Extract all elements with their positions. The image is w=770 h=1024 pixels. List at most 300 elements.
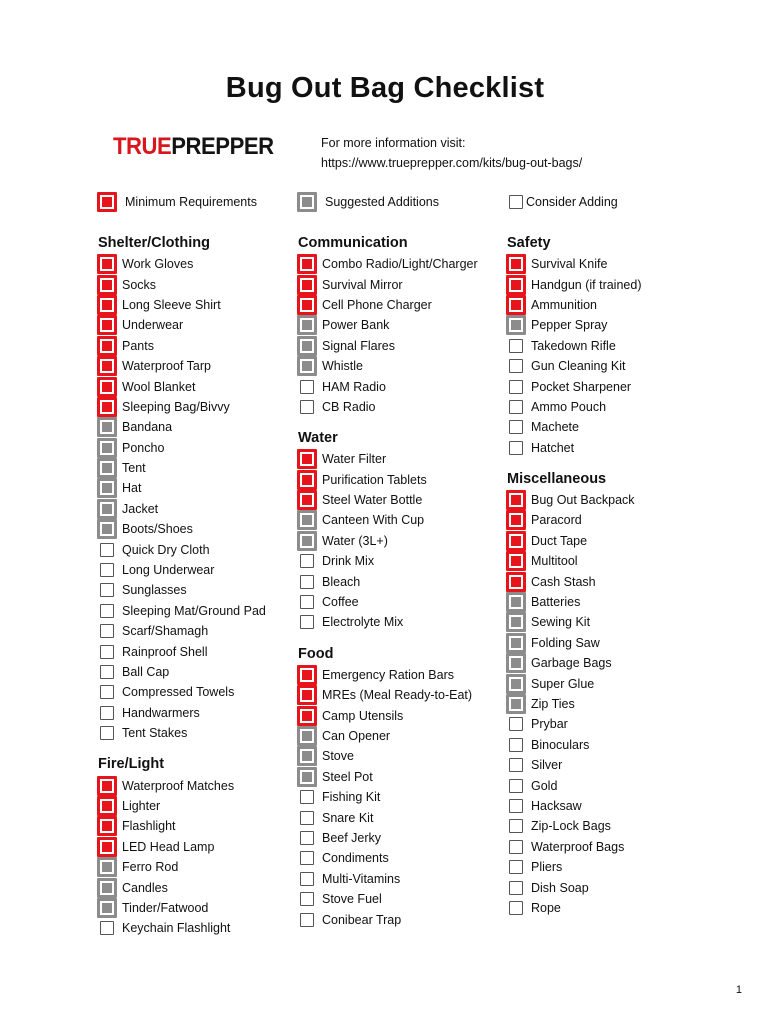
checkbox[interactable]: [509, 758, 523, 772]
legend-consider-adding: [506, 192, 618, 212]
legend-label: Suggested Additions: [325, 195, 439, 209]
checklist-item[interactable]: [506, 531, 726, 551]
checklist-item[interactable]: [506, 857, 726, 877]
checkbox[interactable]: [97, 796, 117, 816]
checklist-item[interactable]: [297, 571, 517, 591]
item-label: Combo Radio/Light/Charger: [322, 257, 478, 272]
item-label: CB Radio: [322, 399, 376, 414]
legend-label: Consider Adding: [526, 195, 618, 209]
checkbox[interactable]: [100, 563, 114, 577]
checkbox[interactable]: [506, 490, 526, 510]
checklist-item[interactable]: [297, 295, 517, 315]
item-label: Candles: [122, 880, 168, 895]
item-label: Rope: [531, 900, 561, 915]
item-label: Hacksaw: [531, 798, 582, 813]
checklist-item[interactable]: [297, 685, 517, 705]
checklist-item[interactable]: [97, 580, 317, 600]
checkbox[interactable]: [100, 583, 114, 597]
item-label: Gold: [531, 778, 558, 793]
checklist-item[interactable]: [297, 848, 517, 868]
section-title: Communication: [298, 235, 408, 251]
checkbox[interactable]: [97, 478, 117, 498]
checkbox[interactable]: [509, 799, 523, 813]
trueprepper-logo: [113, 133, 274, 161]
checkbox[interactable]: [97, 499, 117, 519]
checklist-item[interactable]: [506, 438, 726, 458]
item-label: Stove: [322, 749, 354, 764]
info-block: [321, 133, 582, 173]
checklist-item[interactable]: [506, 837, 726, 857]
checklist-item[interactable]: [97, 837, 317, 857]
checklist-item[interactable]: [297, 746, 517, 766]
checklist-item[interactable]: [506, 592, 726, 612]
item-label: Handgun (if trained): [531, 277, 642, 292]
checkbox[interactable]: [100, 706, 114, 720]
checklist-item[interactable]: [297, 787, 517, 807]
item-label: Long Underwear: [122, 563, 215, 578]
checklist-item[interactable]: [506, 653, 726, 673]
checkbox[interactable]: [506, 694, 526, 714]
checklist-item[interactable]: [506, 417, 726, 437]
checkbox[interactable]: [506, 612, 526, 632]
checkbox[interactable]: [100, 624, 114, 638]
item-label: Compressed Towels: [122, 685, 235, 700]
checkbox[interactable]: [100, 645, 114, 659]
item-label: Lighter: [122, 798, 161, 813]
item-label: Handwarmers: [122, 705, 200, 720]
info-url-link[interactable]: https://www.trueprepper.com/kits/bug-out-bags/: [321, 156, 583, 170]
checklist-item[interactable]: [506, 274, 726, 294]
item-label: Snare Kit: [322, 810, 374, 825]
checklist-item[interactable]: [506, 714, 726, 734]
item-label: Tent Stakes: [122, 726, 188, 741]
item-label: Folding Saw: [531, 635, 600, 650]
checkbox[interactable]: [509, 819, 523, 833]
item-label: Bug Out Backpack: [531, 493, 635, 508]
checkbox[interactable]: [297, 449, 317, 469]
checklist-item[interactable]: [97, 336, 317, 356]
checkbox[interactable]: [97, 254, 117, 274]
checkbox[interactable]: [297, 726, 317, 746]
checkbox[interactable]: [97, 857, 117, 877]
item-label: Sleeping Bag/Bivvy: [122, 399, 230, 414]
checkbox[interactable]: [300, 595, 314, 609]
item-label: Can Opener: [322, 729, 391, 743]
item-label: Tinder/Fatwood: [122, 900, 209, 915]
checklist-item[interactable]: [297, 315, 517, 335]
item-label: Wool Blanket: [122, 379, 196, 394]
checklist-item[interactable]: [297, 767, 517, 787]
legend-suggested-additions: [297, 192, 439, 212]
item-label: Electrolyte Mix: [322, 615, 404, 630]
section-title: Safety: [507, 235, 551, 251]
checkbox[interactable]: [97, 837, 117, 857]
item-label: Bleach: [322, 574, 361, 589]
checklist-item[interactable]: [506, 755, 726, 775]
checkbox[interactable]: [300, 400, 314, 414]
item-label: Purification Tablets: [322, 472, 427, 487]
checkbox[interactable]: [506, 653, 526, 673]
item-label: Super Glue: [531, 676, 595, 691]
item-label: Multitool: [531, 554, 578, 569]
legend-consider-checkbox-icon: [509, 195, 523, 209]
checklist-item[interactable]: [97, 796, 317, 816]
checkbox[interactable]: [100, 921, 114, 935]
checklist-item[interactable]: [506, 633, 726, 653]
item-label: Zip-Lock Bags: [531, 819, 611, 834]
item-label: Waterproof Bags: [531, 839, 625, 854]
checkbox[interactable]: [97, 898, 117, 918]
checkbox[interactable]: [97, 275, 117, 295]
checkbox[interactable]: [97, 315, 117, 335]
item-label: Dish Soap: [531, 880, 589, 895]
checklist-item[interactable]: [97, 254, 317, 274]
checkbox[interactable]: [509, 738, 523, 752]
checklist-item[interactable]: [297, 397, 517, 417]
checkbox[interactable]: [297, 490, 317, 510]
item-label: Paracord: [531, 513, 582, 528]
checkbox[interactable]: [300, 575, 314, 589]
checkbox[interactable]: [506, 674, 526, 694]
checkbox[interactable]: [509, 860, 523, 874]
item-label: Hatchet: [531, 440, 575, 455]
checklist-item[interactable]: [97, 723, 317, 743]
item-label: Drink Mix: [322, 554, 375, 569]
checklist-item[interactable]: [97, 601, 317, 621]
checkbox[interactable]: [97, 336, 117, 356]
checkbox[interactable]: [97, 519, 117, 539]
checklist-item[interactable]: [97, 682, 317, 702]
checklist-item[interactable]: [506, 673, 726, 693]
checkbox[interactable]: [297, 315, 317, 335]
column-middle: [297, 232, 517, 930]
item-label: Sleeping Mat/Ground Pad: [122, 603, 266, 618]
item-label: Sewing Kit: [531, 615, 591, 630]
item-label: Pants: [122, 338, 154, 353]
checklist-item[interactable]: [297, 612, 517, 632]
checklist-item[interactable]: [297, 869, 517, 889]
item-label: Ball Cap: [122, 665, 170, 679]
checkbox[interactable]: [506, 315, 526, 335]
checkbox[interactable]: [506, 295, 526, 315]
checkbox[interactable]: [506, 551, 526, 571]
checkbox[interactable]: [297, 665, 317, 685]
checklist-item[interactable]: [97, 816, 317, 836]
checkbox[interactable]: [297, 767, 317, 787]
logo-part-true: TRUE: [113, 133, 172, 160]
checkbox[interactable]: [509, 339, 523, 353]
checkbox[interactable]: [97, 295, 117, 315]
item-label: Jacket: [122, 501, 159, 516]
checklist-item[interactable]: [506, 356, 726, 376]
checklist-item[interactable]: [506, 336, 726, 356]
checklist-item[interactable]: [97, 877, 317, 897]
item-label: Rainproof Shell: [122, 644, 208, 659]
item-label: Flashlight: [122, 819, 176, 834]
checklist-item[interactable]: [297, 665, 517, 685]
item-label: Cell Phone Charger: [322, 297, 432, 312]
checkbox[interactable]: [297, 470, 317, 490]
checklist-item[interactable]: [297, 274, 517, 294]
checklist-item[interactable]: [97, 641, 317, 661]
item-label: Keychain Flashlight: [122, 921, 231, 936]
checkbox[interactable]: [506, 510, 526, 530]
checkbox[interactable]: [509, 359, 523, 373]
checkbox[interactable]: [97, 776, 117, 796]
checklist-item[interactable]: [97, 857, 317, 877]
checkbox[interactable]: [506, 592, 526, 612]
checkbox[interactable]: [509, 717, 523, 731]
item-label: Tent: [122, 461, 146, 476]
item-label: Prybar: [531, 717, 568, 732]
checklist-item[interactable]: [97, 662, 317, 682]
checkbox[interactable]: [97, 417, 117, 437]
item-label: Steel Water Bottle: [322, 493, 423, 508]
checkbox[interactable]: [300, 380, 314, 394]
item-label: Quick Dry Cloth: [122, 542, 210, 557]
checklist-item[interactable]: [297, 376, 517, 396]
checkbox[interactable]: [509, 901, 523, 915]
item-label: Power Bank: [322, 318, 390, 333]
checklist-item[interactable]: [297, 705, 517, 725]
checklist-item[interactable]: [506, 796, 726, 816]
item-label: Conibear Trap: [322, 912, 402, 927]
item-label: Binoculars: [531, 737, 590, 752]
checklist-item[interactable]: [297, 356, 517, 376]
checklist-item[interactable]: [97, 295, 317, 315]
checkbox[interactable]: [506, 531, 526, 551]
item-label: Coffee: [322, 595, 359, 610]
item-label: Pliers: [531, 860, 563, 875]
checklist-item[interactable]: [297, 470, 517, 490]
info-text: For more information visit:: [321, 136, 466, 150]
page-title: Bug Out Bag Checklist: [225, 72, 545, 104]
checkbox[interactable]: [100, 543, 114, 557]
checklist-item[interactable]: [297, 828, 517, 848]
checkbox[interactable]: [300, 872, 314, 886]
item-label: Poncho: [122, 440, 165, 455]
checkbox[interactable]: [509, 380, 523, 394]
checklist-item[interactable]: [97, 274, 317, 294]
item-label: LED Head Lamp: [122, 839, 215, 854]
checkbox[interactable]: [100, 665, 114, 679]
checklist-item[interactable]: [297, 807, 517, 827]
legend-minimum-requirements: [97, 192, 257, 212]
checkbox[interactable]: [300, 831, 314, 845]
section-title: Shelter/Clothing: [98, 235, 210, 251]
checklist-item[interactable]: [297, 909, 517, 929]
checklist-item[interactable]: [506, 551, 726, 571]
checkbox[interactable]: [509, 881, 523, 895]
checklist-item[interactable]: [97, 918, 317, 938]
item-label: Long Sleeve Shirt: [122, 297, 221, 312]
item-label: Multi-Vitamins: [322, 871, 401, 886]
checkbox[interactable]: [300, 554, 314, 568]
checkbox[interactable]: [297, 685, 317, 705]
item-label: Condiments: [322, 851, 389, 866]
item-label: Scarf/Shamagh: [122, 624, 209, 639]
checkbox[interactable]: [297, 336, 317, 356]
item-label: Work Gloves: [122, 257, 194, 272]
checklist-item[interactable]: [97, 417, 317, 437]
checklist-item[interactable]: [297, 551, 517, 571]
item-label: Silver: [531, 758, 563, 773]
checkbox[interactable]: [97, 397, 117, 417]
checkbox[interactable]: [297, 275, 317, 295]
checkbox[interactable]: [506, 275, 526, 295]
checklist-item[interactable]: [97, 397, 317, 417]
item-label: Garbage Bags: [531, 656, 612, 671]
checklist-item[interactable]: [97, 703, 317, 723]
checklist-item[interactable]: [97, 458, 317, 478]
checklist-item[interactable]: [506, 877, 726, 897]
checkbox[interactable]: [97, 377, 117, 397]
checklist-item[interactable]: [297, 531, 517, 551]
checkbox[interactable]: [97, 878, 117, 898]
checklist-item[interactable]: [97, 478, 317, 498]
checkbox[interactable]: [506, 254, 526, 274]
checklist-item[interactable]: [97, 898, 317, 918]
checkbox[interactable]: [509, 441, 523, 455]
legend-label: Minimum Requirements: [125, 195, 257, 209]
checkbox[interactable]: [509, 779, 523, 793]
checklist-item[interactable]: [506, 612, 726, 632]
checklist-item[interactable]: [506, 735, 726, 755]
item-label: Ammo Pouch: [531, 399, 607, 414]
checkbox[interactable]: [300, 913, 314, 927]
item-label: Camp Utensils: [322, 708, 404, 723]
item-label: Steel Pot: [322, 769, 373, 784]
item-label: Cash Stash: [531, 574, 596, 589]
checkbox[interactable]: [509, 840, 523, 854]
checklist-item[interactable]: [97, 499, 317, 519]
checkbox[interactable]: [97, 458, 117, 478]
checkbox[interactable]: [297, 356, 317, 376]
page-number: 1: [735, 984, 742, 996]
checklist-item[interactable]: [506, 397, 726, 417]
checkbox[interactable]: [297, 531, 317, 551]
item-label: Survival Mirror: [322, 277, 403, 292]
checkbox[interactable]: [100, 726, 114, 740]
checkbox[interactable]: [297, 295, 317, 315]
item-label: Water (3L+): [322, 533, 388, 548]
checkbox[interactable]: [97, 356, 117, 376]
checkbox[interactable]: [300, 892, 314, 906]
item-label: Emergency Ration Bars: [322, 667, 455, 682]
item-label: Hat: [122, 481, 142, 496]
checkbox[interactable]: [506, 633, 526, 653]
item-label: Pepper Spray: [531, 318, 608, 333]
checkbox[interactable]: [297, 510, 317, 530]
checkbox[interactable]: [100, 685, 114, 699]
checkbox[interactable]: [97, 816, 117, 836]
checklist-item[interactable]: [297, 889, 517, 909]
checklist-item[interactable]: [506, 315, 726, 335]
item-label: Ammunition: [531, 297, 597, 312]
checkbox[interactable]: [300, 790, 314, 804]
checkbox[interactable]: [509, 420, 523, 434]
checklist-item[interactable]: [297, 510, 517, 530]
checkbox[interactable]: [300, 811, 314, 825]
item-label: Canteen With Cup: [322, 513, 425, 528]
item-label: Waterproof Tarp: [122, 359, 211, 374]
legend-suggested-checkbox-icon: [297, 192, 317, 212]
checklist-item[interactable]: [97, 519, 317, 539]
checkbox[interactable]: [97, 438, 117, 458]
checklist-item[interactable]: [97, 356, 317, 376]
checklist-item[interactable]: [297, 254, 517, 274]
item-label: Bandana: [122, 420, 173, 435]
section-title: Miscellaneous: [507, 470, 607, 487]
checklist-item[interactable]: [97, 621, 317, 641]
column-left: [97, 232, 317, 939]
checklist-item[interactable]: [97, 315, 317, 335]
checkbox[interactable]: [300, 851, 314, 865]
checklist-item[interactable]: [97, 539, 317, 559]
checklist-item[interactable]: [97, 775, 317, 795]
checkbox[interactable]: [297, 254, 317, 274]
section-title: Food: [298, 645, 334, 662]
item-label: Stove Fuel: [322, 892, 382, 907]
checklist-item[interactable]: [506, 254, 726, 274]
checklist-item[interactable]: [297, 449, 517, 469]
checklist-item[interactable]: [506, 295, 726, 315]
checklist-item[interactable]: [297, 490, 517, 510]
item-label: Ferro Rod: [122, 860, 179, 875]
item-label: MREs (Meal Ready-to-Eat): [322, 688, 473, 703]
checkbox[interactable]: [509, 400, 523, 414]
checklist-item[interactable]: [506, 775, 726, 795]
checklist-item[interactable]: [97, 376, 317, 396]
item-label: Pocket Sharpener: [531, 379, 632, 394]
checklist-item[interactable]: [506, 694, 726, 714]
checklist-item[interactable]: [297, 592, 517, 612]
item-label: Sunglasses: [122, 583, 187, 598]
item-label: Socks: [122, 277, 157, 292]
checkbox[interactable]: [506, 572, 526, 592]
item-label: Boots/Shoes: [122, 522, 193, 537]
checklist-item[interactable]: [506, 898, 726, 918]
item-label: Water Filter: [322, 452, 387, 467]
item-label: HAM Radio: [322, 379, 386, 394]
checkbox[interactable]: [297, 746, 317, 766]
section-title: Fire/Light: [98, 756, 165, 773]
checklist-item[interactable]: [297, 726, 517, 746]
item-label: Signal Flares: [322, 338, 395, 353]
checklist-item[interactable]: [297, 336, 517, 356]
checklist-item[interactable]: [506, 376, 726, 396]
legend-required-checkbox-icon: [97, 192, 117, 212]
item-label: Whistle: [322, 359, 363, 374]
item-label: Waterproof Matches: [122, 778, 235, 793]
checklist-item[interactable]: [97, 438, 317, 458]
item-label: Survival Knife: [531, 257, 608, 272]
checklist-item[interactable]: [506, 571, 726, 591]
section-title: Water: [298, 430, 338, 447]
checklist-item[interactable]: [97, 560, 317, 580]
checklist-item[interactable]: [506, 816, 726, 836]
checklist-item[interactable]: [506, 490, 726, 510]
checklist-item[interactable]: [506, 510, 726, 530]
item-label: Beef Jerky: [322, 830, 382, 845]
logo-part-prepper: PREPPER: [171, 133, 274, 160]
checkbox[interactable]: [100, 604, 114, 618]
checkbox[interactable]: [297, 706, 317, 726]
item-label: Zip Ties: [531, 697, 575, 711]
item-label: Takedown Rifle: [531, 338, 616, 353]
checkbox[interactable]: [300, 615, 314, 629]
item-label: Batteries: [531, 595, 581, 610]
